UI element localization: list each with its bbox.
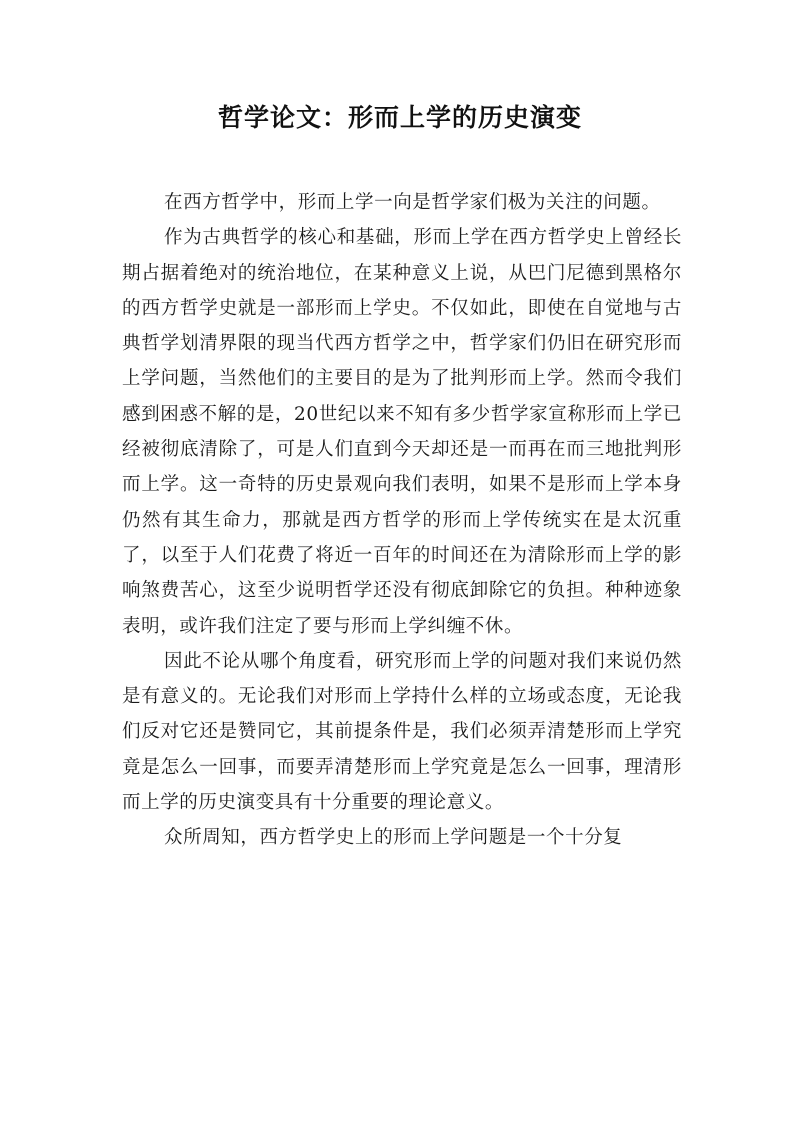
- document-body: [122, 185, 682, 856]
- paragraph-4: 众所周知，西方哲学史上的形而上学问题是一个十分复: [164, 827, 623, 849]
- paragraph-1: 在西方哲学中，形而上学一向是哲学家们极为关注的问题。: [164, 192, 661, 213]
- paragraph-3: 因此不论从哪个角度看，研究形而上学的问题对我们来说仍然是有意义的。无论我们对形而上学持什么样的立场或态度，无论我们反对它还是赞同它，其前提条件是，我们必须弄清楚形而上学究竟是怎么一回事，而要弄清楚形而上学究竟是怎么一回事，理清形而上学的历史演变具有十分重要的理论意义。: [122, 650, 682, 814]
- paragraph-2: 作为古典哲学的核心和基础，形而上学在西方哲学史上曾经长期占据着绝对的统治地位，在某种意义上说，从巴门尼德到黑格尔的西方哲学史就是一部形而上学史。不仅如此，即使在自觉地与古典哲学划清界限的现当代西方哲学之中，哲学家们仍旧在研究形而上学问题，当然他们的主要目的是为了批判形而上学。然而令我们感到困惑不解的是，20世纪以来不知有多少哲学家宣称形而上学已经被彻底清除了，可是人们直到今天却还是一而再在而三地批判形而上学。这一奇特的历史景观向我们表明，如果不是形而上学本身仍然有其生命力，那就是西方哲学的形而上学传统实在是太沉重了，以至于人们花费了将近一百年的时间还在为清除形而上学的影响煞费苦心，这至少说明哲学还没有彻底卸除它的负担。种种迹象表明，或许我们注定了要与形而上学纠缠不休。: [122, 227, 682, 637]
- document-title: 哲学论文：形而上学的历史演变: [217, 103, 582, 132]
